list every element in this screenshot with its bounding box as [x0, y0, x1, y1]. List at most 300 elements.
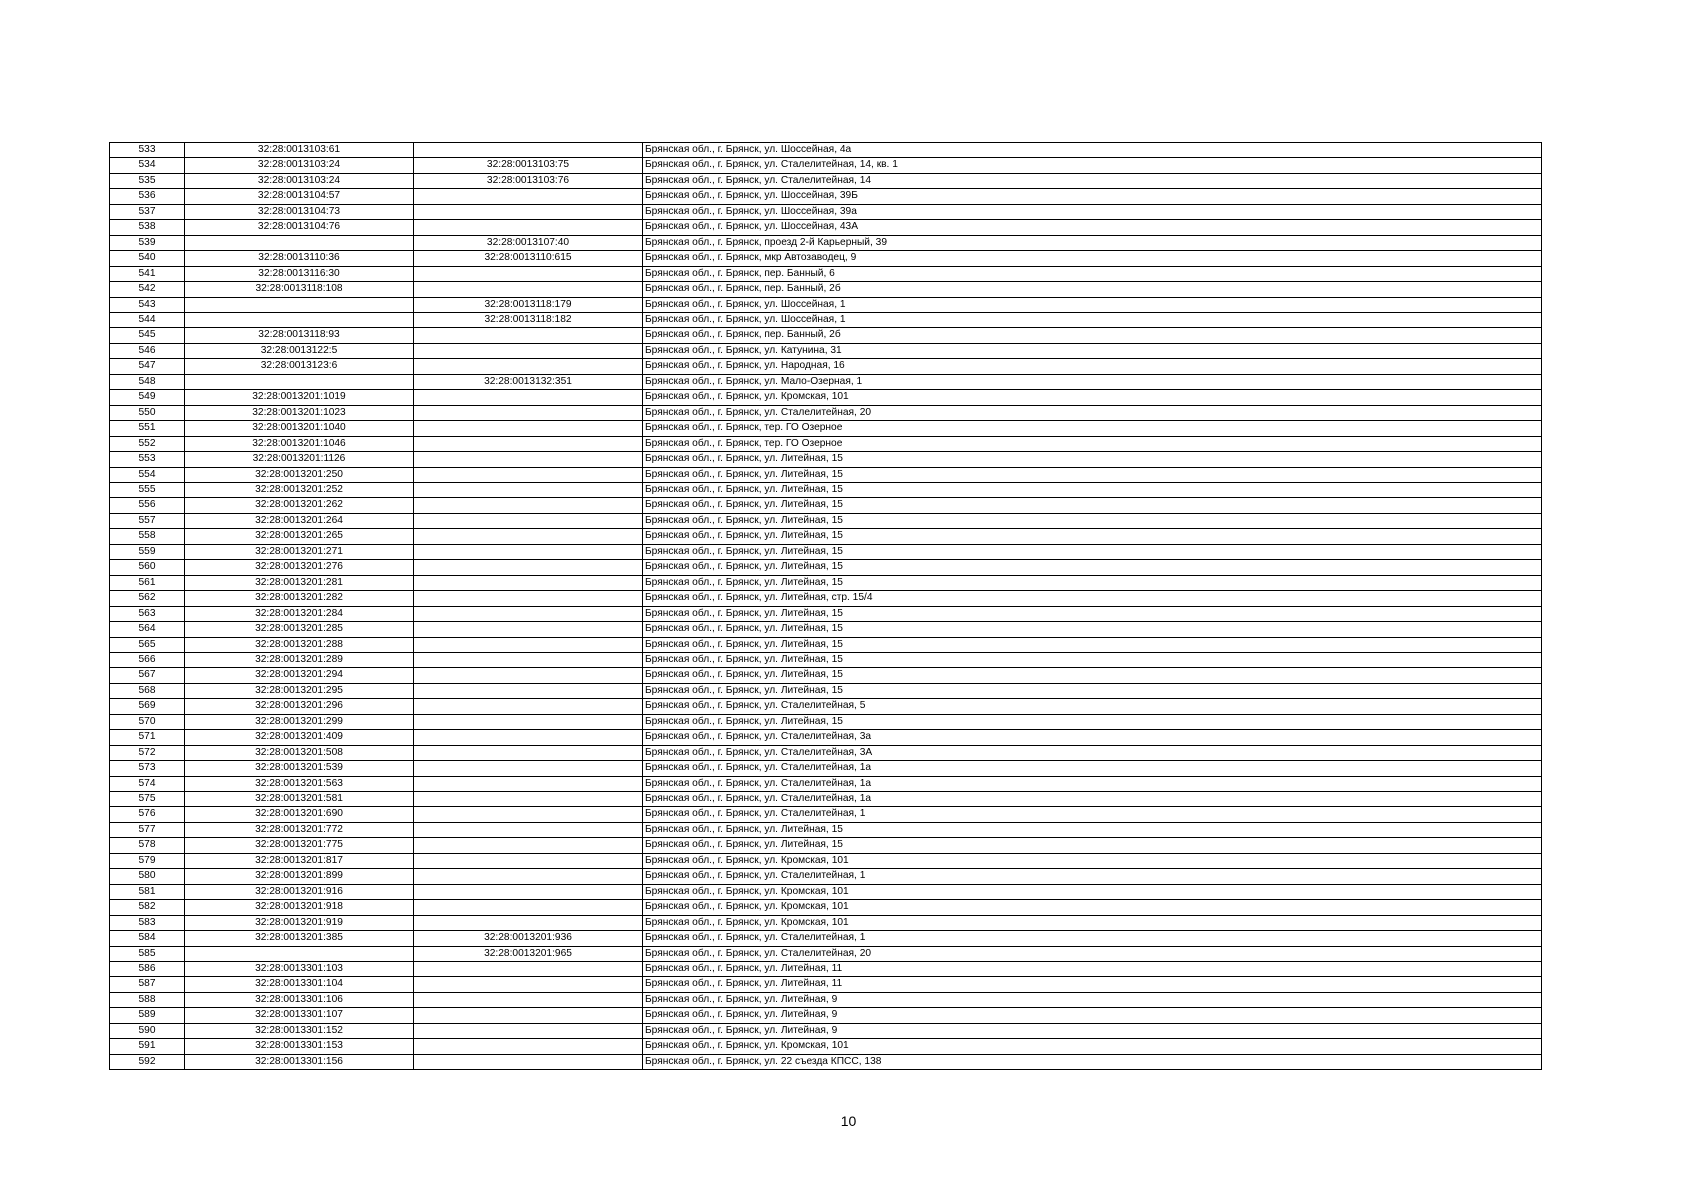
land-cadastral-number-cell: 32:28:0013201:775 [185, 838, 414, 853]
table-row [110, 513, 1542, 528]
address-cell: Брянская обл., г. Брянск, ул. Кромская, 101 [643, 853, 1542, 868]
address-cell: Брянская обл., г. Брянск, ул. Сталелитейная, 5 [643, 699, 1542, 714]
table-row [110, 699, 1542, 714]
address-cell: Брянская обл., г. Брянск, ул. Литейная, 15 [643, 714, 1542, 729]
land-cadastral-number-cell: 32:28:0013201:296 [185, 699, 414, 714]
building-cadastral-number-cell [414, 838, 643, 853]
row-number-cell: 569 [110, 699, 185, 714]
land-cadastral-number-cell: 32:28:0013201:772 [185, 822, 414, 837]
land-cadastral-number-cell: 32:28:0013104:76 [185, 220, 414, 235]
building-cadastral-number-cell [414, 575, 643, 590]
row-number-cell: 566 [110, 652, 185, 667]
building-cadastral-number-cell [414, 204, 643, 219]
row-number-cell: 537 [110, 204, 185, 219]
building-cadastral-number-cell [414, 869, 643, 884]
address-cell: Брянская обл., г. Брянск, ул. Литейная, 15 [643, 683, 1542, 698]
row-number-cell: 559 [110, 544, 185, 559]
row-number-cell: 583 [110, 915, 185, 930]
table-row [110, 1008, 1542, 1023]
land-cadastral-number-cell: 32:28:0013201:409 [185, 730, 414, 745]
building-cadastral-number-cell: 32:28:0013201:936 [414, 931, 643, 946]
row-number-cell: 561 [110, 575, 185, 590]
building-cadastral-number-cell [414, 405, 643, 420]
land-cadastral-number-cell: 32:28:0013201:1046 [185, 436, 414, 451]
address-cell: Брянская обл., г. Брянск, ул. Сталелитейная, 14 [643, 173, 1542, 188]
row-number-cell: 534 [110, 158, 185, 173]
land-cadastral-number-cell: 32:28:0013201:1126 [185, 452, 414, 467]
address-cell: Брянская обл., г. Брянск, ул. Сталелитейная, 3А [643, 745, 1542, 760]
row-number-cell: 542 [110, 282, 185, 297]
row-number-cell: 538 [110, 220, 185, 235]
row-number-cell: 552 [110, 436, 185, 451]
row-number-cell: 557 [110, 513, 185, 528]
table-row [110, 266, 1542, 281]
address-cell: Брянская обл., г. Брянск, ул. Сталелитейная, 1 [643, 931, 1542, 946]
row-number-cell: 548 [110, 374, 185, 389]
land-cadastral-number-cell: 32:28:0013118:108 [185, 282, 414, 297]
address-cell: Брянская обл., г. Брянск, ул. Кромская, 101 [643, 884, 1542, 899]
land-cadastral-number-cell: 32:28:0013301:107 [185, 1008, 414, 1023]
registry-table [109, 142, 1542, 1070]
row-number-cell: 582 [110, 900, 185, 915]
building-cadastral-number-cell [414, 591, 643, 606]
row-number-cell: 567 [110, 668, 185, 683]
table-row [110, 946, 1542, 961]
building-cadastral-number-cell [414, 652, 643, 667]
table-row [110, 992, 1542, 1007]
land-cadastral-number-cell: 32:28:0013201:508 [185, 745, 414, 760]
table-row [110, 1054, 1542, 1069]
table-row [110, 606, 1542, 621]
building-cadastral-number-cell [414, 452, 643, 467]
land-cadastral-number-cell: 32:28:0013104:57 [185, 189, 414, 204]
land-cadastral-number-cell: 32:28:0013201:265 [185, 529, 414, 544]
address-cell: Брянская обл., г. Брянск, ул. Литейная, 15 [643, 452, 1542, 467]
row-number-cell: 536 [110, 189, 185, 204]
address-cell: Брянская обл., г. Брянск, ул. Литейная, 15 [643, 575, 1542, 590]
row-number-cell: 589 [110, 1008, 185, 1023]
row-number-cell: 565 [110, 637, 185, 652]
land-cadastral-number-cell: 32:28:0013201:919 [185, 915, 414, 930]
land-cadastral-number-cell: 32:28:0013201:252 [185, 482, 414, 497]
address-cell: Брянская обл., г. Брянск, ул. Литейная, 15 [643, 467, 1542, 482]
address-cell: Брянская обл., г. Брянск, ул. Шоссейная, 4а [643, 143, 1542, 158]
table-row [110, 173, 1542, 188]
row-number-cell: 533 [110, 143, 185, 158]
table-row [110, 822, 1542, 837]
table-row [110, 776, 1542, 791]
address-cell: Брянская обл., г. Брянск, ул. Литейная, 15 [643, 652, 1542, 667]
address-cell: Брянская обл., г. Брянск, проезд 2-й Карьерный, 39 [643, 235, 1542, 250]
building-cadastral-number-cell [414, 977, 643, 992]
land-cadastral-number-cell: 32:28:0013301:104 [185, 977, 414, 992]
building-cadastral-number-cell [414, 220, 643, 235]
row-number-cell: 580 [110, 869, 185, 884]
address-cell: Брянская обл., г. Брянск, ул. Кромская, 101 [643, 390, 1542, 405]
table-row [110, 931, 1542, 946]
row-number-cell: 553 [110, 452, 185, 467]
address-cell: Брянская обл., г. Брянск, ул. Литейная, 15 [643, 513, 1542, 528]
row-number-cell: 560 [110, 560, 185, 575]
table-row [110, 143, 1542, 158]
table-row [110, 730, 1542, 745]
land-cadastral-number-cell: 32:28:0013201:385 [185, 931, 414, 946]
page-number: 10 [840, 1113, 857, 1129]
address-cell: Брянская обл., г. Брянск, ул. Литейная, 15 [643, 560, 1542, 575]
building-cadastral-number-cell [414, 513, 643, 528]
land-cadastral-number-cell: 32:28:0013118:93 [185, 328, 414, 343]
row-number-cell: 576 [110, 807, 185, 822]
address-cell: Брянская обл., г. Брянск, ул. Сталелитейная, 1 [643, 807, 1542, 822]
row-number-cell: 586 [110, 962, 185, 977]
table-row [110, 359, 1542, 374]
building-cadastral-number-cell [414, 776, 643, 791]
row-number-cell: 579 [110, 853, 185, 868]
row-number-cell: 551 [110, 421, 185, 436]
building-cadastral-number-cell [414, 390, 643, 405]
address-cell: Брянская обл., г. Брянск, ул. Сталелитейная, 20 [643, 946, 1542, 961]
building-cadastral-number-cell [414, 544, 643, 559]
table-row [110, 1023, 1542, 1038]
building-cadastral-number-cell [414, 962, 643, 977]
land-cadastral-number-cell: 32:28:0013201:299 [185, 714, 414, 729]
building-cadastral-number-cell: 32:28:0013103:76 [414, 173, 643, 188]
row-number-cell: 562 [110, 591, 185, 606]
address-cell: Брянская обл., г. Брянск, ул. Сталелитейная, 1а [643, 776, 1542, 791]
land-cadastral-number-cell: 32:28:0013104:73 [185, 204, 414, 219]
building-cadastral-number-cell [414, 900, 643, 915]
building-cadastral-number-cell [414, 992, 643, 1007]
building-cadastral-number-cell [414, 1054, 643, 1069]
address-cell: Брянская обл., г. Брянск, ул. Кромская, 101 [643, 915, 1542, 930]
building-cadastral-number-cell [414, 328, 643, 343]
table-row [110, 312, 1542, 327]
building-cadastral-number-cell [414, 343, 643, 358]
building-cadastral-number-cell [414, 822, 643, 837]
building-cadastral-number-cell [414, 359, 643, 374]
table-row [110, 915, 1542, 930]
row-number-cell: 543 [110, 297, 185, 312]
land-cadastral-number-cell: 32:28:0013201:250 [185, 467, 414, 482]
row-number-cell: 547 [110, 359, 185, 374]
land-cadastral-number-cell [185, 946, 414, 961]
land-cadastral-number-cell: 32:28:0013301:106 [185, 992, 414, 1007]
row-number-cell: 555 [110, 482, 185, 497]
land-cadastral-number-cell: 32:28:0013301:153 [185, 1039, 414, 1054]
land-cadastral-number-cell: 32:28:0013103:61 [185, 143, 414, 158]
building-cadastral-number-cell [414, 482, 643, 497]
land-cadastral-number-cell: 32:28:0013201:817 [185, 853, 414, 868]
land-cadastral-number-cell: 32:28:0013201:295 [185, 683, 414, 698]
table-row [110, 467, 1542, 482]
row-number-cell: 556 [110, 498, 185, 513]
address-cell: Брянская обл., г. Брянск, ул. Литейная, 15 [643, 606, 1542, 621]
building-cadastral-number-cell: 32:28:0013103:75 [414, 158, 643, 173]
land-cadastral-number-cell: 32:28:0013201:264 [185, 513, 414, 528]
table-body [110, 143, 1542, 1070]
address-cell: Брянская обл., г. Брянск, ул. Литейная, 15 [643, 822, 1542, 837]
building-cadastral-number-cell [414, 884, 643, 899]
row-number-cell: 540 [110, 251, 185, 266]
building-cadastral-number-cell [414, 699, 643, 714]
building-cadastral-number-cell: 32:28:0013132:351 [414, 374, 643, 389]
address-cell: Брянская обл., г. Брянск, ул. Сталелитейная, 1а [643, 792, 1542, 807]
address-cell: Брянская обл., г. Брянск, ул. Литейная, 15 [643, 637, 1542, 652]
address-cell: Брянская обл., г. Брянск, пер. Банный, 2б [643, 282, 1542, 297]
table-row [110, 220, 1542, 235]
address-cell: Брянская обл., г. Брянск, ул. Литейная, 15 [643, 498, 1542, 513]
address-cell: Брянская обл., г. Брянск, ул. Шоссейная, 1 [643, 312, 1542, 327]
building-cadastral-number-cell [414, 915, 643, 930]
table-row [110, 421, 1542, 436]
land-cadastral-number-cell [185, 312, 414, 327]
address-cell: Брянская обл., г. Брянск, ул. Шоссейная, 39Б [643, 189, 1542, 204]
table-row [110, 328, 1542, 343]
row-number-cell: 558 [110, 529, 185, 544]
land-cadastral-number-cell: 32:28:0013201:276 [185, 560, 414, 575]
table-row [110, 683, 1542, 698]
table-row [110, 544, 1542, 559]
address-cell: Брянская обл., г. Брянск, ул. Сталелитейная, 1а [643, 761, 1542, 776]
land-cadastral-number-cell: 32:28:0013201:690 [185, 807, 414, 822]
table-row [110, 652, 1542, 667]
row-number-cell: 549 [110, 390, 185, 405]
table-row [110, 297, 1542, 312]
land-cadastral-number-cell [185, 235, 414, 250]
building-cadastral-number-cell [414, 730, 643, 745]
table-row [110, 482, 1542, 497]
address-cell: Брянская обл., г. Брянск, пер. Банный, 6 [643, 266, 1542, 281]
address-cell: Брянская обл., г. Брянск, ул. Литейная, 11 [643, 962, 1542, 977]
building-cadastral-number-cell [414, 668, 643, 683]
building-cadastral-number-cell [414, 606, 643, 621]
address-cell: Брянская обл., г. Брянск, ул. 22 съезда КПСС, 138 [643, 1054, 1542, 1069]
land-cadastral-number-cell: 32:28:0013201:288 [185, 637, 414, 652]
land-cadastral-number-cell: 32:28:0013201:563 [185, 776, 414, 791]
land-cadastral-number-cell: 32:28:0013201:294 [185, 668, 414, 683]
table-row [110, 792, 1542, 807]
land-cadastral-number-cell: 32:28:0013201:284 [185, 606, 414, 621]
row-number-cell: 572 [110, 745, 185, 760]
address-cell: Брянская обл., г. Брянск, ул. Мало-Озерная, 1 [643, 374, 1542, 389]
address-cell: Брянская обл., г. Брянск, ул. Литейная, стр. 15/4 [643, 591, 1542, 606]
address-cell: Брянская обл., г. Брянск, ул. Литейная, 9 [643, 992, 1542, 1007]
row-number-cell: 554 [110, 467, 185, 482]
land-cadastral-number-cell: 32:28:0013201:282 [185, 591, 414, 606]
table-row [110, 204, 1542, 219]
land-cadastral-number-cell: 32:28:0013201:899 [185, 869, 414, 884]
building-cadastral-number-cell [414, 1008, 643, 1023]
table-row [110, 343, 1542, 358]
table-row [110, 977, 1542, 992]
table-row [110, 189, 1542, 204]
building-cadastral-number-cell [414, 1039, 643, 1054]
table-row [110, 838, 1542, 853]
table-row [110, 498, 1542, 513]
land-cadastral-number-cell: 32:28:0013201:271 [185, 544, 414, 559]
address-cell: Брянская обл., г. Брянск, ул. Литейная, 15 [643, 529, 1542, 544]
table-row [110, 591, 1542, 606]
land-cadastral-number-cell: 32:28:0013301:152 [185, 1023, 414, 1038]
row-number-cell: 585 [110, 946, 185, 961]
address-cell: Брянская обл., г. Брянск, ул. Литейная, 15 [643, 838, 1542, 853]
row-number-cell: 570 [110, 714, 185, 729]
address-cell: Брянская обл., г. Брянск, тер. ГО Озерное [643, 421, 1542, 436]
land-cadastral-number-cell: 32:28:0013201:281 [185, 575, 414, 590]
land-cadastral-number-cell [185, 374, 414, 389]
building-cadastral-number-cell: 32:28:0013201:965 [414, 946, 643, 961]
table-row [110, 622, 1542, 637]
table-row [110, 436, 1542, 451]
building-cadastral-number-cell [414, 467, 643, 482]
building-cadastral-number-cell: 32:28:0013118:179 [414, 297, 643, 312]
row-number-cell: 541 [110, 266, 185, 281]
address-cell: Брянская обл., г. Брянск, ул. Шоссейная, 39а [643, 204, 1542, 219]
table-row [110, 761, 1542, 776]
building-cadastral-number-cell [414, 560, 643, 575]
row-number-cell: 578 [110, 838, 185, 853]
land-cadastral-number-cell: 32:28:0013201:916 [185, 884, 414, 899]
land-cadastral-number-cell: 32:28:0013201:539 [185, 761, 414, 776]
row-number-cell: 546 [110, 343, 185, 358]
row-number-cell: 568 [110, 683, 185, 698]
row-number-cell: 587 [110, 977, 185, 992]
land-cadastral-number-cell: 32:28:0013201:262 [185, 498, 414, 513]
table-row [110, 282, 1542, 297]
address-cell: Брянская обл., г. Брянск, ул. Литейная, 15 [643, 544, 1542, 559]
table-row [110, 637, 1542, 652]
land-cadastral-number-cell: 32:28:0013301:156 [185, 1054, 414, 1069]
row-number-cell: 535 [110, 173, 185, 188]
row-number-cell: 592 [110, 1054, 185, 1069]
address-cell: Брянская обл., г. Брянск, ул. Шоссейная, 1 [643, 297, 1542, 312]
land-cadastral-number-cell: 32:28:0013201:1023 [185, 405, 414, 420]
building-cadastral-number-cell [414, 266, 643, 281]
table-row [110, 853, 1542, 868]
building-cadastral-number-cell: 32:28:0013110:615 [414, 251, 643, 266]
table-row [110, 158, 1542, 173]
row-number-cell: 564 [110, 622, 185, 637]
row-number-cell: 590 [110, 1023, 185, 1038]
table-row [110, 807, 1542, 822]
address-cell: Брянская обл., г. Брянск, мкр Автозаводец, 9 [643, 251, 1542, 266]
table-row [110, 405, 1542, 420]
building-cadastral-number-cell [414, 637, 643, 652]
row-number-cell: 581 [110, 884, 185, 899]
table-row [110, 390, 1542, 405]
building-cadastral-number-cell [414, 683, 643, 698]
land-cadastral-number-cell: 32:28:0013301:103 [185, 962, 414, 977]
row-number-cell: 571 [110, 730, 185, 745]
address-cell: Брянская обл., г. Брянск, ул. Литейная, 15 [643, 622, 1542, 637]
land-cadastral-number-cell: 32:28:0013201:1040 [185, 421, 414, 436]
address-cell: Брянская обл., г. Брянск, ул. Сталелитейная, 20 [643, 405, 1542, 420]
building-cadastral-number-cell [414, 807, 643, 822]
building-cadastral-number-cell [414, 853, 643, 868]
table-row [110, 668, 1542, 683]
building-cadastral-number-cell [414, 421, 643, 436]
table-row [110, 235, 1542, 250]
table-row [110, 452, 1542, 467]
address-cell: Брянская обл., г. Брянск, ул. Народная, 16 [643, 359, 1542, 374]
table-row [110, 374, 1542, 389]
address-cell: Брянская обл., г. Брянск, ул. Литейная, 11 [643, 977, 1542, 992]
building-cadastral-number-cell [414, 436, 643, 451]
address-cell: Брянская обл., г. Брянск, ул. Литейная, 15 [643, 668, 1542, 683]
row-number-cell: 574 [110, 776, 185, 791]
row-number-cell: 563 [110, 606, 185, 621]
address-cell: Брянская обл., г. Брянск, пер. Банный, 2б [643, 328, 1542, 343]
land-cadastral-number-cell: 32:28:0013123:6 [185, 359, 414, 374]
address-cell: Брянская обл., г. Брянск, ул. Литейная, 9 [643, 1008, 1542, 1023]
row-number-cell: 545 [110, 328, 185, 343]
table-row [110, 869, 1542, 884]
table-row [110, 1039, 1542, 1054]
address-cell: Брянская обл., г. Брянск, тер. ГО Озерное [643, 436, 1542, 451]
address-cell: Брянская обл., г. Брянск, ул. Сталелитейная, 1 [643, 869, 1542, 884]
table-row [110, 900, 1542, 915]
land-cadastral-number-cell [185, 297, 414, 312]
building-cadastral-number-cell [414, 745, 643, 760]
row-number-cell: 539 [110, 235, 185, 250]
row-number-cell: 575 [110, 792, 185, 807]
building-cadastral-number-cell [414, 1023, 643, 1038]
table-row [110, 884, 1542, 899]
address-cell: Брянская обл., г. Брянск, ул. Сталелитейная, 14, кв. 1 [643, 158, 1542, 173]
table-row [110, 714, 1542, 729]
address-cell: Брянская обл., г. Брянск, ул. Кромская, 101 [643, 900, 1542, 915]
row-number-cell: 591 [110, 1039, 185, 1054]
table-row [110, 745, 1542, 760]
land-cadastral-number-cell: 32:28:0013201:918 [185, 900, 414, 915]
land-cadastral-number-cell: 32:28:0013116:30 [185, 266, 414, 281]
building-cadastral-number-cell [414, 714, 643, 729]
building-cadastral-number-cell [414, 498, 643, 513]
building-cadastral-number-cell: 32:28:0013107:40 [414, 235, 643, 250]
land-cadastral-number-cell: 32:28:0013103:24 [185, 173, 414, 188]
address-cell: Брянская обл., г. Брянск, ул. Литейная, 9 [643, 1023, 1542, 1038]
address-cell: Брянская обл., г. Брянск, ул. Шоссейная, 43А [643, 220, 1542, 235]
table-row [110, 575, 1542, 590]
table-row [110, 529, 1542, 544]
building-cadastral-number-cell [414, 761, 643, 776]
row-number-cell: 584 [110, 931, 185, 946]
building-cadastral-number-cell: 32:28:0013118:182 [414, 312, 643, 327]
row-number-cell: 544 [110, 312, 185, 327]
building-cadastral-number-cell [414, 189, 643, 204]
address-cell: Брянская обл., г. Брянск, ул. Кромская, 101 [643, 1039, 1542, 1054]
address-cell: Брянская обл., г. Брянск, ул. Катунина, 31 [643, 343, 1542, 358]
land-cadastral-number-cell: 32:28:0013201:1019 [185, 390, 414, 405]
land-cadastral-number-cell: 32:28:0013201:581 [185, 792, 414, 807]
address-cell: Брянская обл., г. Брянск, ул. Литейная, 15 [643, 482, 1542, 497]
land-cadastral-number-cell: 32:28:0013103:24 [185, 158, 414, 173]
building-cadastral-number-cell [414, 143, 643, 158]
table-row [110, 962, 1542, 977]
building-cadastral-number-cell [414, 282, 643, 297]
row-number-cell: 588 [110, 992, 185, 1007]
row-number-cell: 573 [110, 761, 185, 776]
building-cadastral-number-cell [414, 622, 643, 637]
building-cadastral-number-cell [414, 792, 643, 807]
address-cell: Брянская обл., г. Брянск, ул. Сталелитейная, 3а [643, 730, 1542, 745]
table-row [110, 251, 1542, 266]
land-cadastral-number-cell: 32:28:0013201:289 [185, 652, 414, 667]
row-number-cell: 550 [110, 405, 185, 420]
table-row [110, 560, 1542, 575]
building-cadastral-number-cell [414, 529, 643, 544]
land-cadastral-number-cell: 32:28:0013201:285 [185, 622, 414, 637]
